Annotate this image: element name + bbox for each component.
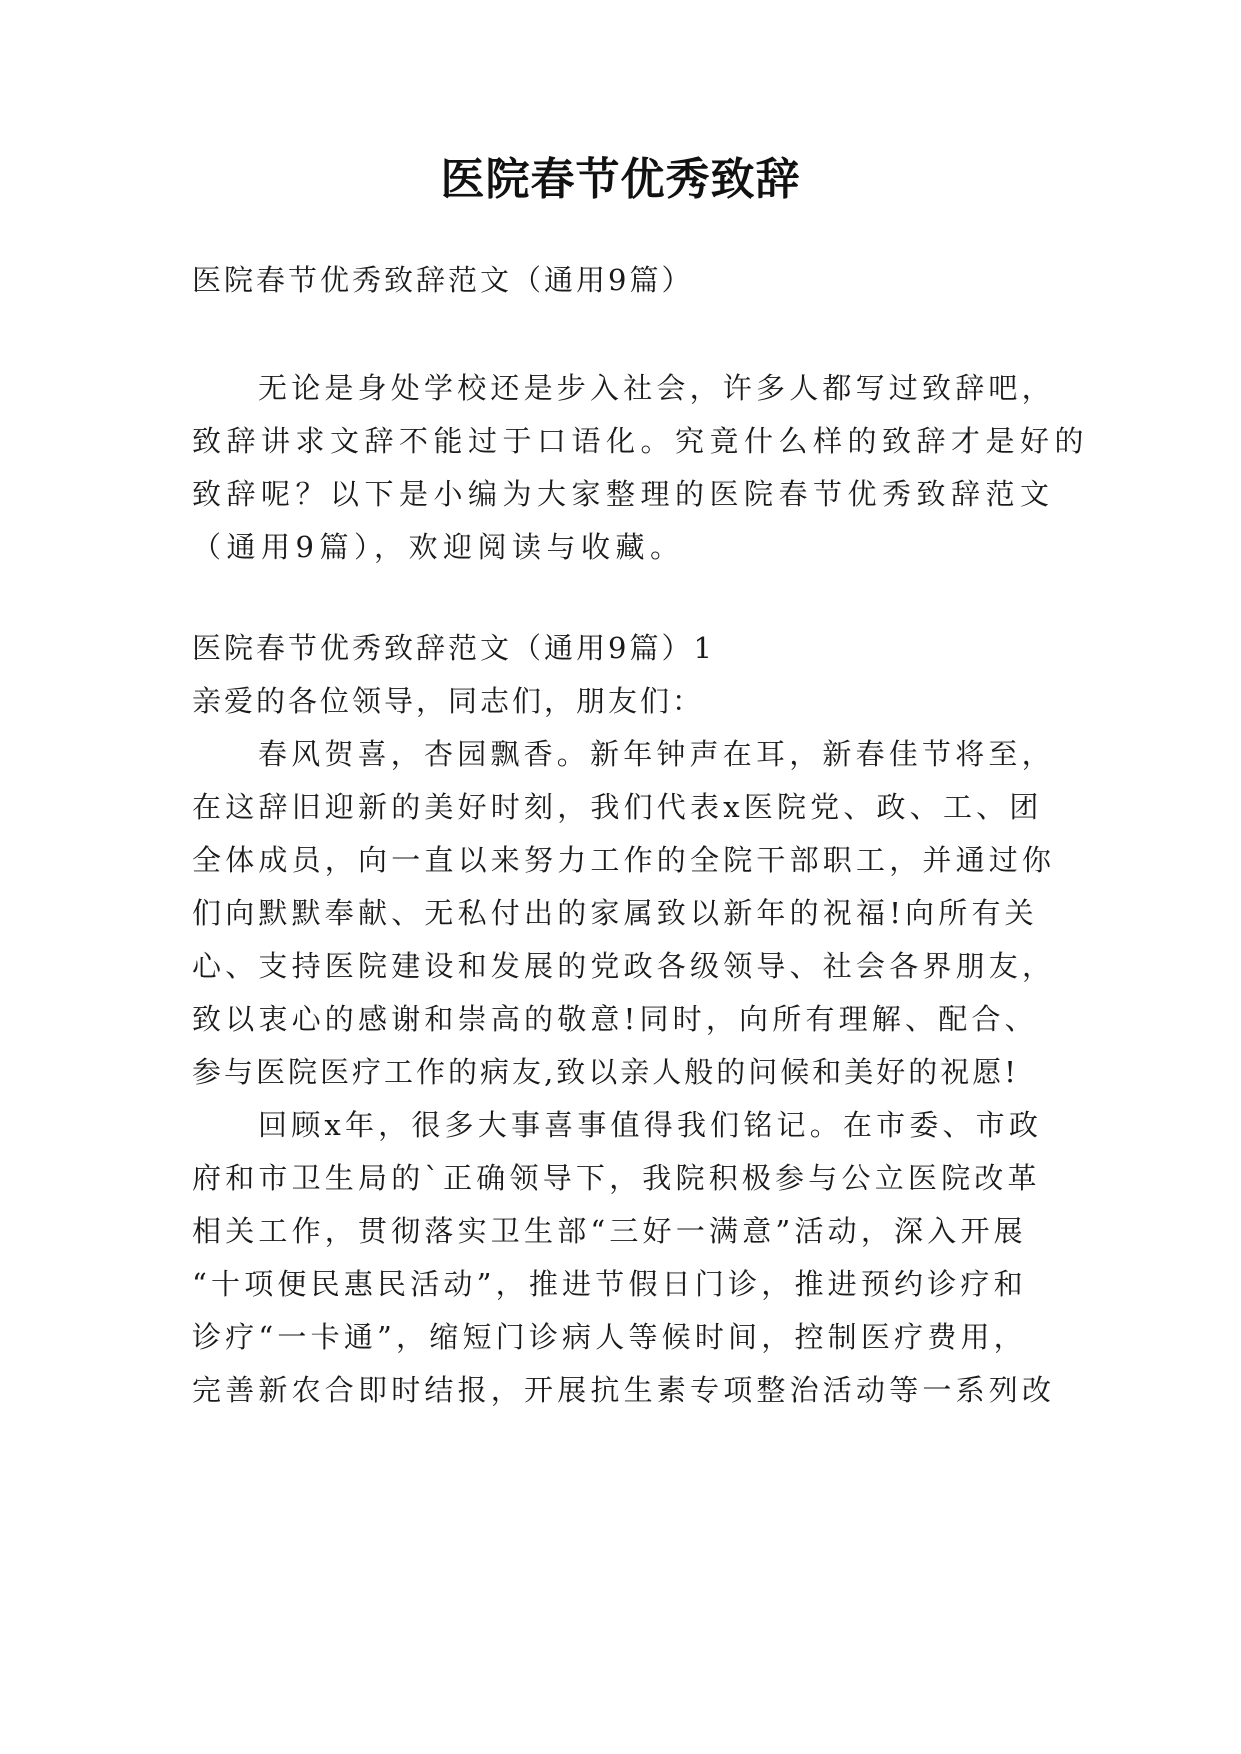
intro-line-2: 致辞讲求文辞不能过于口语化。究竟什么样的致辞才是好的 [192,424,1090,458]
salutation-line: 亲爱的各位领导，同志们，朋友们： [192,684,705,718]
body-line-1: 春风贺喜，杏园飘香。新年钟声在耳，新春佳节将至， [258,737,1055,771]
body-line-7: 参与医院医疗工作的病友,致以亲人般的问候和美好的祝愿! [192,1055,1019,1089]
body-line-12: 诊疗“一卡通”，缩短门诊病人等候时间，控制医疗费用， [192,1320,1027,1354]
body-line-9: 府和市卫生局的`正确领导下，我院积极参与公立医院改革 [192,1161,1041,1195]
body-line-2: 在这辞旧迎新的美好时刻，我们代表x医院党、政、工、团 [192,790,1043,824]
body-line-10: 相关工作，贯彻落实卫生部“三好一满意”活动，深入开展 [192,1214,1027,1248]
body-line-4: 们向默默奉献、无私付出的家属致以新年的祝福!向所有关 [192,896,1038,930]
body-line-8: 回顾x年，很多大事喜事值得我们铭记。在市委、市政 [258,1108,1043,1142]
body-line-13: 完善新农合即时结报，开展抗生素专项整治活动等一系列改 [192,1373,1056,1407]
document-title: 医院春节优秀致辞 [440,154,801,205]
body-line-6: 致以衷心的感谢和崇高的敬意!同时，向所有理解、配合、 [192,1002,1038,1036]
subtitle-line: 医院春节优秀致辞范文（通用9篇） [192,263,694,297]
intro-line-4: （通用9篇），欢迎阅读与收藏。 [192,530,685,564]
body-line-3: 全体成员，向一直以来努力工作的全院干部职工，并通过你 [192,843,1056,877]
body-line-5: 心、支持医院建设和发展的党政各级领导、社会各界朋友， [192,949,1056,983]
intro-line-1: 无论是身处学校还是步入社会，许多人都写过致辞吧， [258,371,1055,405]
intro-line-3: 致辞呢？以下是小编为大家整理的医院春节优秀致辞范文 [192,477,1055,511]
body-line-11: “十项便民惠民活动”，推进节假日门诊，推进预约诊疗和 [192,1267,1027,1301]
section-heading: 医院春节优秀致辞范文（通用9篇）1 [192,631,715,665]
